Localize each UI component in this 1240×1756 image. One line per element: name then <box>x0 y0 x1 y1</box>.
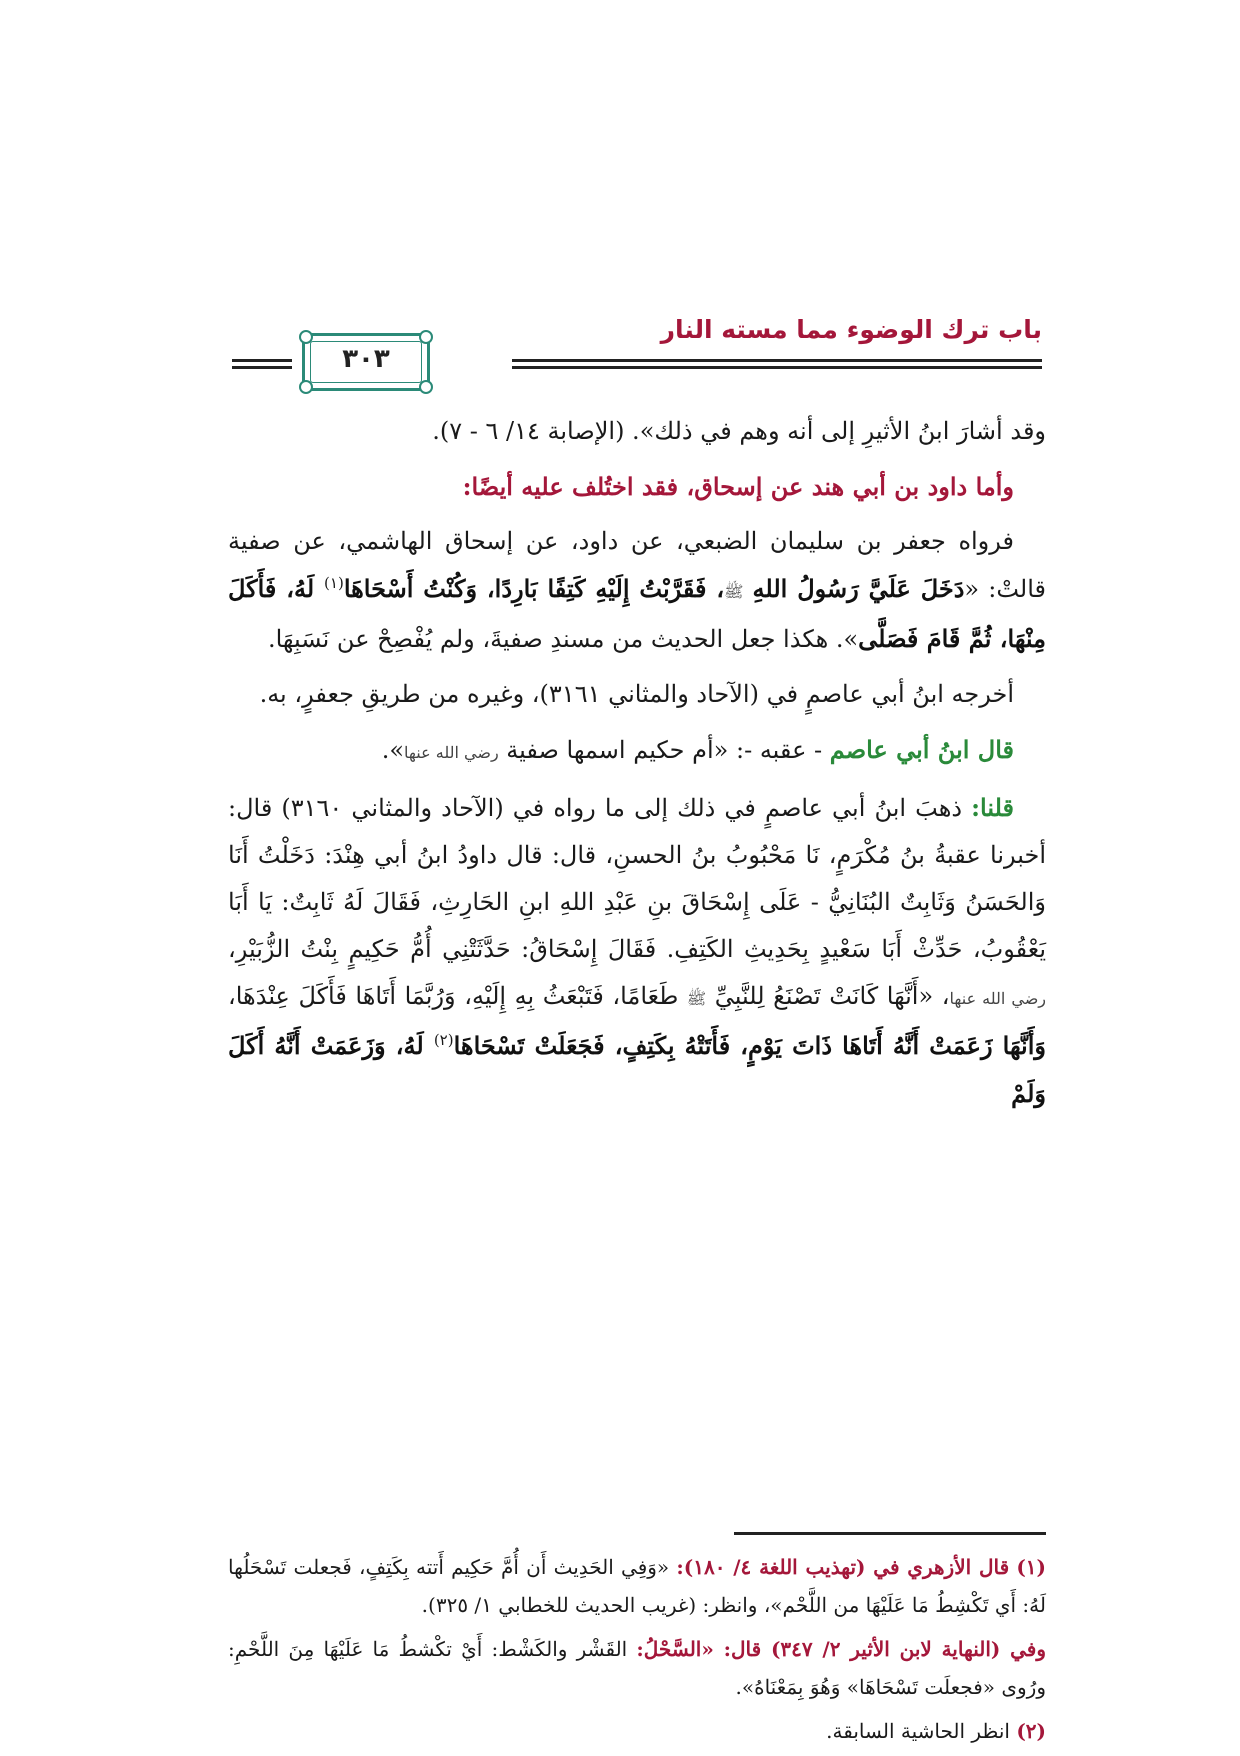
page-number: ٣٠٣ <box>342 344 390 374</box>
paragraph-1: وقد أشارَ ابنُ الأثيرِ إلى أنه وهم في ذلك». (الإصابة ١٤/ ٦ - ٧). <box>432 417 1046 445</box>
chapter-title: باب ترك الوضوء مما مسته النار <box>660 315 1042 344</box>
footnotes <box>228 1548 1046 1756</box>
header-rule <box>512 359 1042 362</box>
footnote-text: القَشْر والكَشْط: أَيْ تكْشطُ مَا عَلَيْهَا مِنَ اللَّحْمِ: ورُوى «فجعلَت تَسْحَاهَا» وَهُوَ بِمَعْنَاهُ». <box>228 1637 1046 1699</box>
text-run: طَعَامًا، فَتَبْعَثُ بِهِ إِلَيْهِ، وَرُبَّمَا أَتَاهَا فَأَكَلَ عِنْدَهَا، <box>228 982 687 1010</box>
text-run: - عقبه -: «أم حكيم اسمها صفية <box>498 736 830 764</box>
hadith-text: ، فَقَرَّبْتُ إِلَيْهِ كَتِفًا بَارِدًا، وَكُنْتُ أَسْحَاهَا <box>343 574 725 603</box>
ornament-corner-icon <box>419 330 433 344</box>
footnote-source: قال الأزهري في (تهذيب اللغة ٤/ ١٨٠): <box>676 1555 1010 1579</box>
footnote-text: انظر الحاشية السابقة. <box>826 1719 1017 1743</box>
salawat-glyph: ﷺ <box>686 989 707 1008</box>
footnote-1b <box>228 1630 1046 1706</box>
footnote-ref[interactable]: (٢) <box>433 1031 454 1049</box>
hadith-text: لَهُ، وَزَعَمَتْ أَنَّهُ أَكَلَ وَلَمْ <box>228 1031 1046 1108</box>
footnote-number: (١) <box>1016 1555 1047 1579</box>
text-run: ». هكذا جعل الحديث من مسندِ صفيةَ، ولم يُفْصِحْ عن نَسَبِهَا. <box>267 625 859 653</box>
text-run: ». <box>381 736 405 764</box>
footnote-2 <box>228 1712 1046 1750</box>
footnote-divider <box>734 1532 1046 1535</box>
footnote-ref[interactable]: (١) <box>324 574 344 592</box>
ornament-corner-icon <box>299 330 313 344</box>
speaker-label: قال ابنُ أبي عاصم <box>829 735 1014 764</box>
footnote-1 <box>228 1548 1046 1624</box>
text-run: ، «أَنَّهَا كَانَتْ تَصْنَعُ لِلنَّبِيِّ <box>706 982 950 1010</box>
hadith-text: لَهُ، فَأَكَلَ مِنْهَا، ثُمَّ قَامَ فَصَلَّى <box>228 574 1046 653</box>
text-run: ذهبَ ابنُ أبي عاصمٍ في ذلك إلى ما رواه في (الآحاد والمثاني ٣١٦٠) قال: أخبرنا عقبةُ بنُ مُكْرَمٍ، نَا مَحْبُوبُ بنُ الحسنِ، قال: قال داودُ ابنُ أبي هِنْدَ: دَخَلْتُ أَنَا وَالحَسَنُ وَثَابِتٌ البُنَانِيُّ - عَلَى إِسْحَاقَ بنِ عَبْدِ اللهِ ابنِ الحَارِثِ، فَقَالَ لَهُ ثَابِتٌ: يَا أَبَا يَعْقُوبُ، حَدِّثْ أَبَا سَعْيدٍ بِحَدِيثِ الكَتِفِ. فَقَالَ إِسْحَاقُ: حَدَّثَتْنِي أُمُّ حَكِيمٍ بِنْتُ الزُّبَيْرِ، <box>228 794 1046 963</box>
header-rule <box>232 359 292 362</box>
main-text <box>228 408 1046 1126</box>
page-header <box>232 315 1042 395</box>
text-run: فرواه جعفر بن سليمان الضبعي، عن داود، عن إسحاق الهاشمي، عن صفية قالتْ: « <box>228 527 1046 603</box>
header-rule <box>512 366 1042 369</box>
paragraph-6 <box>228 784 1046 1118</box>
paragraph-5 <box>228 726 1046 776</box>
header-rule <box>232 366 292 369</box>
ornament-corner-icon <box>419 380 433 394</box>
footnote-source: وفي (النهاية لابن الأثير ٢/ ٣٤٧) قال: «السَّحْلُ: <box>636 1637 1046 1661</box>
hadith-text: وَأَنَّهَا زَعَمَتْ أَنَّهُ أَتَاهَا ذَاتَ يَوْمٍ، فَأَتَتْهُ بِكَتِفٍ، فَجَعَلَتْ تَسْحَاهَا <box>453 1031 1046 1060</box>
footnote-number: (٢) <box>1016 1719 1046 1743</box>
paragraph-4: أخرجه ابنُ أبي عاصمٍ في (الآحاد والمثاني ٣١٦١)، وغيره من طريقِ جعفرٍ، به. <box>259 680 1014 708</box>
section-heading: وأما داود بن أبي هند عن إسحاق، فقد اختُلف عليه أيضًا: <box>462 472 1014 501</box>
salawat-glyph: ﷺ <box>724 582 744 601</box>
hadith-text: دَخَلَ عَلَيَّ رَسُولُ اللهِ <box>752 574 965 603</box>
footnote-text: «وَفِي الحَدِيث أَن أُمَّ حَكِيم أَتته بِكَتِفٍ، فَجعلت تَسْحَلُها لَهُ: أَي تَكْشِطُ مَا عَلَيْهَا من اللَّحْم»، وانظر: (غريب الحديث للخطابي ١/ ٣٢٥). <box>228 1555 1046 1617</box>
honorific-glyph: رضي الله عنها <box>404 743 499 762</box>
page-number-badge <box>302 333 430 391</box>
speaker-label: قلنا: <box>971 793 1014 822</box>
honorific-glyph: رضي الله عنها <box>949 989 1047 1008</box>
ornament-corner-icon <box>299 380 313 394</box>
paragraph-3 <box>228 518 1046 663</box>
